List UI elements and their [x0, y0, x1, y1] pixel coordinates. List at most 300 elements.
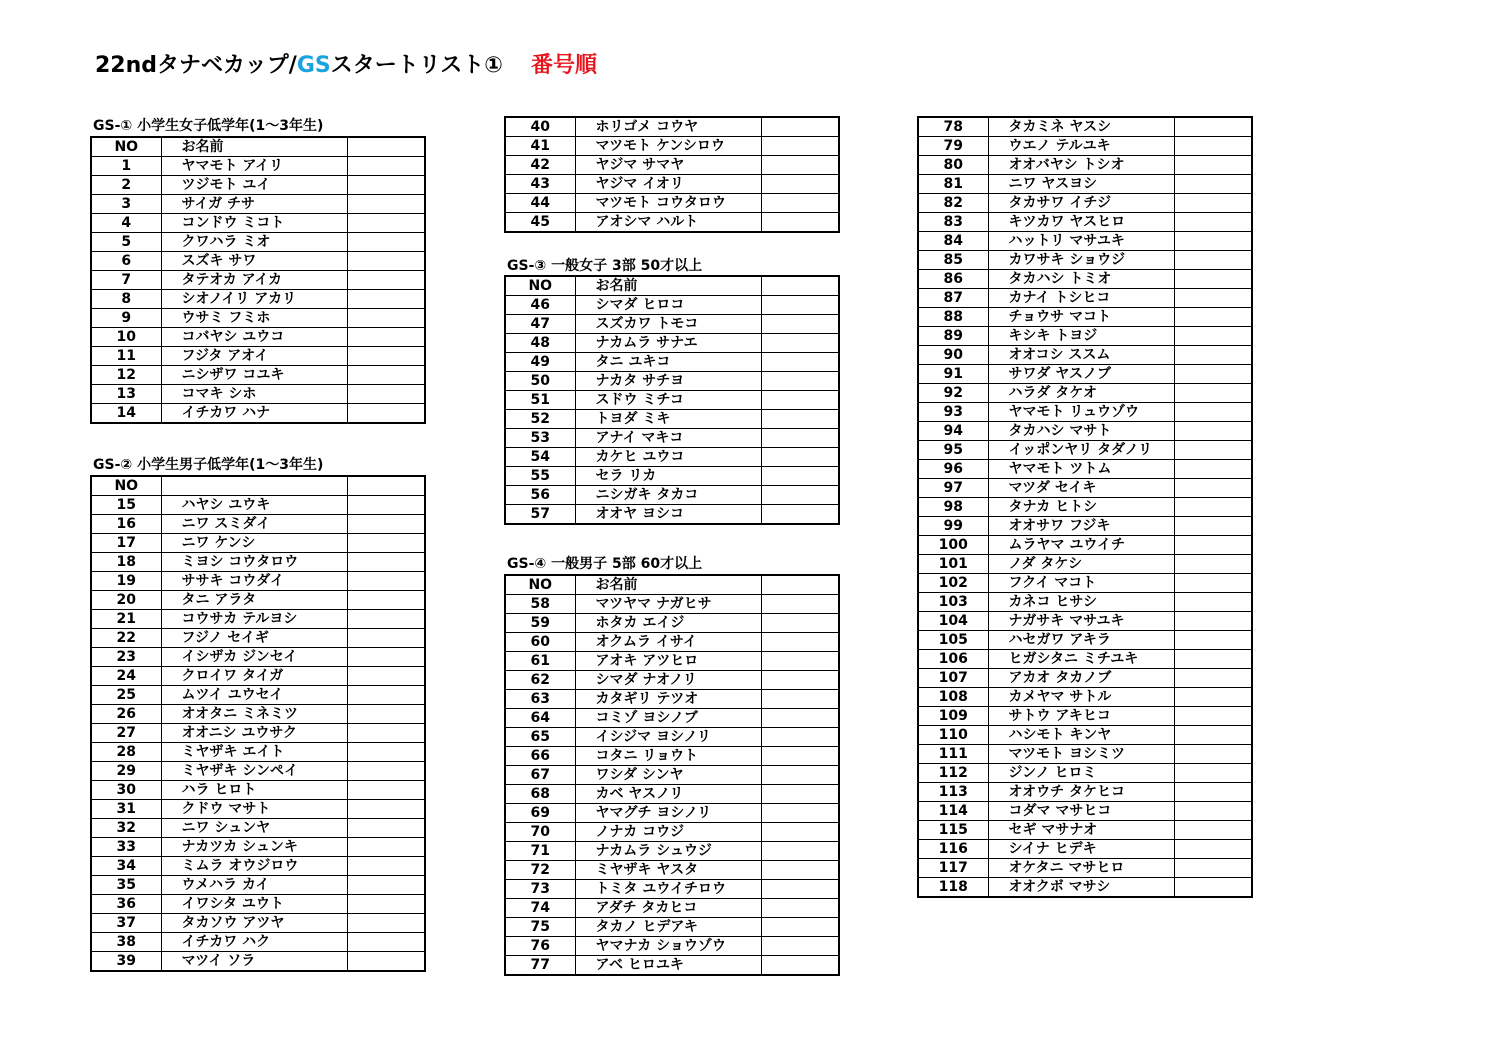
entry-name: オオニシ ユウサク [161, 724, 347, 743]
entry-name: アダチ タカヒコ [575, 899, 761, 918]
entry-name: イチカワ ハナ [161, 404, 347, 424]
title-order: 番号順 [530, 53, 597, 78]
table-row [505, 137, 839, 156]
entry-name: シイナ ヒデキ [988, 840, 1174, 859]
entry-name: オオクボ マサシ [988, 878, 1174, 898]
blank-cell [761, 175, 839, 194]
blank-cell [347, 724, 425, 743]
entry-name: ハシモト キンヤ [988, 726, 1174, 745]
table-header-row [505, 276, 839, 296]
entry-number: 20 [91, 591, 161, 610]
entry-name: イチカワ ハク [161, 933, 347, 952]
blank-cell [761, 937, 839, 956]
title-prefix: 22ndタナベカップ/ [95, 53, 297, 78]
table-row [91, 857, 425, 876]
table-row [91, 328, 425, 347]
section-label-gs2: GS-② 小学生男子低学年(1～3年生) [93, 457, 324, 473]
table-row [918, 365, 1252, 384]
entry-number: 66 [505, 747, 575, 766]
entry-number: 117 [918, 859, 988, 878]
table-row [505, 429, 839, 448]
entry-name: フクイ マコト [988, 574, 1174, 593]
table-row [505, 614, 839, 633]
entry-name: ハセガワ アキラ [988, 631, 1174, 650]
table-row [505, 467, 839, 486]
entry-name: サイガ チサ [161, 195, 347, 214]
header-no: NO [505, 276, 575, 296]
blank-cell [347, 195, 425, 214]
entry-name: コミゾ ヨシノブ [575, 709, 761, 728]
entry-name: セギ マサナオ [988, 821, 1174, 840]
entry-name: ワシダ シンヤ [575, 766, 761, 785]
table-row [91, 233, 425, 252]
entry-number: 78 [918, 117, 988, 137]
header-name [161, 476, 347, 496]
entry-name: ウメハラ カイ [161, 876, 347, 895]
blank-cell [1174, 308, 1252, 327]
table-row [505, 937, 839, 956]
entry-number: 74 [505, 899, 575, 918]
blank-cell [1174, 764, 1252, 783]
entry-name: オオウチ タケヒコ [988, 783, 1174, 802]
table-row [91, 800, 425, 819]
table-row [918, 460, 1252, 479]
entry-number: 2 [91, 176, 161, 195]
table-row [918, 821, 1252, 840]
entry-number: 114 [918, 802, 988, 821]
entry-number: 75 [505, 918, 575, 937]
table-row [91, 252, 425, 271]
entry-table-gs2 [90, 475, 426, 972]
entry-number: 35 [91, 876, 161, 895]
entry-name: マツモト ケンシロウ [575, 137, 761, 156]
entry-name: タカサワ イチジ [988, 194, 1174, 213]
blank-cell [761, 213, 839, 233]
table-row [918, 270, 1252, 289]
table-row [918, 289, 1252, 308]
table-row [91, 347, 425, 366]
entry-number: 63 [505, 690, 575, 709]
blank-cell [347, 762, 425, 781]
table-row [918, 593, 1252, 612]
entry-number: 54 [505, 448, 575, 467]
table-row [918, 403, 1252, 422]
blank-cell [347, 781, 425, 800]
blank-cell [347, 800, 425, 819]
entry-number: 36 [91, 895, 161, 914]
entry-name: イシザカ ジンセイ [161, 648, 347, 667]
entry-name: ナカツカ シュンキ [161, 838, 347, 857]
entry-number: 81 [918, 175, 988, 194]
table-row [91, 724, 425, 743]
entry-name: ミヤザキ ヤスタ [575, 861, 761, 880]
table-row [918, 878, 1252, 898]
table-row [918, 669, 1252, 688]
blank-cell [761, 671, 839, 690]
entry-number: 80 [918, 156, 988, 175]
blank-cell [761, 575, 839, 595]
entry-number: 57 [505, 505, 575, 525]
entry-name: ヤマナカ ショウゾウ [575, 937, 761, 956]
table-row [91, 591, 425, 610]
entry-number: 5 [91, 233, 161, 252]
entry-number: 43 [505, 175, 575, 194]
entry-name: フジタ アオイ [161, 347, 347, 366]
table-row [91, 496, 425, 515]
entry-number: 64 [505, 709, 575, 728]
table-row [505, 410, 839, 429]
entry-name: イシジマ ヨシノリ [575, 728, 761, 747]
entry-number: 104 [918, 612, 988, 631]
blank-cell [1174, 156, 1252, 175]
table-row [91, 743, 425, 762]
blank-cell [761, 899, 839, 918]
blank-cell [347, 176, 425, 195]
table-header-row [91, 137, 425, 157]
table-row [505, 194, 839, 213]
entry-number: 6 [91, 252, 161, 271]
blank-cell [761, 956, 839, 976]
table-header-row [91, 476, 425, 496]
blank-cell [1174, 612, 1252, 631]
table-row [505, 918, 839, 937]
entry-name: ハヤシ ユウキ [161, 496, 347, 515]
entry-name: タテオカ アイカ [161, 271, 347, 290]
table-row [918, 175, 1252, 194]
blank-cell [347, 157, 425, 176]
entry-number: 73 [505, 880, 575, 899]
blank-cell [761, 633, 839, 652]
entry-number: 85 [918, 251, 988, 270]
entry-number: 14 [91, 404, 161, 424]
blank-cell [1174, 498, 1252, 517]
table-row [505, 486, 839, 505]
entry-name: コウサカ テルヨシ [161, 610, 347, 629]
table-row [505, 175, 839, 194]
entry-number: 28 [91, 743, 161, 762]
blank-cell [1174, 251, 1252, 270]
entry-number: 102 [918, 574, 988, 593]
table-row [91, 629, 425, 648]
table-row [918, 194, 1252, 213]
entry-number: 94 [918, 422, 988, 441]
entry-number: 77 [505, 956, 575, 976]
entry-number: 118 [918, 878, 988, 898]
entry-name: タカハシ トミオ [988, 270, 1174, 289]
entry-number: 52 [505, 410, 575, 429]
blank-cell [761, 505, 839, 525]
entry-name: クワハラ ミオ [161, 233, 347, 252]
blank-cell [1174, 441, 1252, 460]
entry-number: 86 [918, 270, 988, 289]
blank-cell [347, 819, 425, 838]
blank-cell [761, 595, 839, 614]
entry-name: ウサミ フミホ [161, 309, 347, 328]
entry-name: コバヤシ ユウコ [161, 328, 347, 347]
entry-name: スズキ サワ [161, 252, 347, 271]
blank-cell [1174, 688, 1252, 707]
entry-number: 18 [91, 553, 161, 572]
entry-name: ナカムラ サナエ [575, 334, 761, 353]
blank-cell [347, 385, 425, 404]
entry-number: 98 [918, 498, 988, 517]
entry-name: コタニ リョウト [575, 747, 761, 766]
entry-number: 46 [505, 296, 575, 315]
entry-name: サトウ アキヒコ [988, 707, 1174, 726]
table-row [918, 384, 1252, 403]
table-row [918, 726, 1252, 745]
entry-number: 1 [91, 157, 161, 176]
blank-cell [347, 857, 425, 876]
entry-number: 21 [91, 610, 161, 629]
entry-number: 90 [918, 346, 988, 365]
entry-number: 31 [91, 800, 161, 819]
entry-number: 47 [505, 315, 575, 334]
entry-name: ニワ スミダイ [161, 515, 347, 534]
table-row [918, 213, 1252, 232]
table-row [91, 895, 425, 914]
entry-name: ニワ シュンヤ [161, 819, 347, 838]
entry-name: オオヤ ヨシコ [575, 505, 761, 525]
blank-cell [347, 233, 425, 252]
table-row [918, 422, 1252, 441]
blank-cell [761, 117, 839, 137]
entry-number: 13 [91, 385, 161, 404]
table-row [91, 819, 425, 838]
blank-cell [347, 952, 425, 972]
table-row [918, 137, 1252, 156]
table-row [505, 595, 839, 614]
table-row [505, 880, 839, 899]
table-row [918, 251, 1252, 270]
blank-cell [1174, 232, 1252, 251]
header-no: NO [91, 137, 161, 157]
blank-cell [347, 515, 425, 534]
table-row [505, 747, 839, 766]
blank-cell [347, 610, 425, 629]
entry-number: 50 [505, 372, 575, 391]
blank-cell [1174, 878, 1252, 898]
entry-name: カナイ トシヒコ [988, 289, 1174, 308]
entry-table-gs4 [504, 574, 840, 976]
table-row [91, 648, 425, 667]
entry-name: ミムラ オウジロウ [161, 857, 347, 876]
entry-name: カメヤマ サトル [988, 688, 1174, 707]
table-row [918, 612, 1252, 631]
table-row [91, 762, 425, 781]
entry-name: ハラ ヒロト [161, 781, 347, 800]
blank-cell [761, 766, 839, 785]
table-row [505, 823, 839, 842]
entry-number: 76 [505, 937, 575, 956]
blank-cell [1174, 460, 1252, 479]
blank-cell [761, 690, 839, 709]
blank-cell [1174, 422, 1252, 441]
entry-name: ムラヤマ ユウイチ [988, 536, 1174, 555]
entry-name: タナカ ヒトシ [988, 498, 1174, 517]
blank-cell [1174, 745, 1252, 764]
entry-name: マツモト コウタロウ [575, 194, 761, 213]
blank-cell [761, 448, 839, 467]
entry-number: 87 [918, 289, 988, 308]
entry-name: マツヤマ ナガヒサ [575, 595, 761, 614]
entry-name: カベ ヤスノリ [575, 785, 761, 804]
entry-number: 67 [505, 766, 575, 785]
table-row [505, 213, 839, 233]
table-row [505, 728, 839, 747]
table-row [918, 574, 1252, 593]
entry-number: 24 [91, 667, 161, 686]
table-row [91, 366, 425, 385]
table-row [505, 766, 839, 785]
table-row [91, 176, 425, 195]
entry-number: 22 [91, 629, 161, 648]
entry-number: 40 [505, 117, 575, 137]
entry-name: アカオ タカノブ [988, 669, 1174, 688]
header-name: お名前 [161, 137, 347, 157]
entry-name: オオタニ ミネミツ [161, 705, 347, 724]
table-row [505, 899, 839, 918]
blank-cell [761, 728, 839, 747]
entry-number: 91 [918, 365, 988, 384]
table-row [91, 610, 425, 629]
blank-cell [1174, 137, 1252, 156]
entry-number: 101 [918, 555, 988, 574]
entry-name: コンドウ ミコト [161, 214, 347, 233]
table-row [505, 334, 839, 353]
entry-name: アオシマ ハルト [575, 213, 761, 233]
section-label-gs4: GS-④ 一般男子 5部 60才以上 [507, 556, 703, 572]
blank-cell [761, 410, 839, 429]
entry-name: ヤマグチ ヨシノリ [575, 804, 761, 823]
entry-number: 32 [91, 819, 161, 838]
blank-cell [1174, 593, 1252, 612]
entry-number: 61 [505, 652, 575, 671]
entry-number: 109 [918, 707, 988, 726]
entry-name: タカハシ マサト [988, 422, 1174, 441]
entry-name: マツモト ヨシミツ [988, 745, 1174, 764]
entry-name: タカソウ アツヤ [161, 914, 347, 933]
entry-number: 7 [91, 271, 161, 290]
blank-cell [347, 705, 425, 724]
blank-cell [1174, 403, 1252, 422]
blank-cell [347, 534, 425, 553]
blank-cell [1174, 289, 1252, 308]
entry-name: アベ ヒロユキ [575, 956, 761, 976]
entry-number: 44 [505, 194, 575, 213]
entry-number: 97 [918, 479, 988, 498]
table-row [505, 652, 839, 671]
entry-table-gs3 [504, 275, 840, 525]
table-row [918, 346, 1252, 365]
blank-cell [761, 353, 839, 372]
blank-cell [761, 918, 839, 937]
entry-number: 41 [505, 137, 575, 156]
blank-cell [347, 667, 425, 686]
blank-cell [761, 372, 839, 391]
entry-name: イワシタ ユウト [161, 895, 347, 914]
table-row [91, 553, 425, 572]
blank-cell [1174, 669, 1252, 688]
entry-name: サワダ ヤスノブ [988, 365, 1174, 384]
entry-number: 99 [918, 517, 988, 536]
table-row [918, 232, 1252, 251]
table-row [918, 117, 1252, 137]
entry-name: ニワ ケンシ [161, 534, 347, 553]
blank-cell [761, 137, 839, 156]
table-row [505, 671, 839, 690]
blank-cell [347, 838, 425, 857]
table-row [91, 667, 425, 686]
entry-number: 16 [91, 515, 161, 534]
entry-name: ホタカ エイジ [575, 614, 761, 633]
table-row [505, 156, 839, 175]
entry-name: コダマ マサヒコ [988, 802, 1174, 821]
entry-name: ニワ ヤスヨシ [988, 175, 1174, 194]
title-gs: GS [296, 53, 331, 78]
entry-name: クドウ マサト [161, 800, 347, 819]
entry-name: ウエノ テルユキ [988, 137, 1174, 156]
blank-cell [1174, 574, 1252, 593]
entry-number: 25 [91, 686, 161, 705]
entry-number: 30 [91, 781, 161, 800]
blank-cell [761, 156, 839, 175]
entry-number: 72 [505, 861, 575, 880]
table-row [505, 785, 839, 804]
blank-cell [347, 914, 425, 933]
entry-number: 17 [91, 534, 161, 553]
entry-number: 70 [505, 823, 575, 842]
blank-cell [347, 476, 425, 496]
entry-number: 95 [918, 441, 988, 460]
header-no: NO [91, 476, 161, 496]
entry-name: シオノイリ アカリ [161, 290, 347, 309]
table-row [91, 214, 425, 233]
entry-name: トミタ ユウイチロウ [575, 880, 761, 899]
entry-number: 106 [918, 650, 988, 669]
entry-name: ハットリ マサユキ [988, 232, 1174, 251]
entry-number: 12 [91, 366, 161, 385]
entry-name: トヨダ ミキ [575, 410, 761, 429]
entry-name: タニ ユキコ [575, 353, 761, 372]
blank-cell [1174, 726, 1252, 745]
table-row [91, 290, 425, 309]
table-row [918, 631, 1252, 650]
entry-number: 82 [918, 194, 988, 213]
table-row [505, 842, 839, 861]
blank-cell [1174, 802, 1252, 821]
entry-number: 11 [91, 347, 161, 366]
entry-name: マツダ セイキ [988, 479, 1174, 498]
entry-name: ミヨシ コウタロウ [161, 553, 347, 572]
section-label-gs3: GS-③ 一般女子 3部 50才以上 [507, 258, 703, 274]
entry-number: 29 [91, 762, 161, 781]
table-row [505, 861, 839, 880]
blank-cell [761, 823, 839, 842]
blank-cell [761, 334, 839, 353]
table-row [505, 633, 839, 652]
table-row [91, 404, 425, 424]
blank-cell [1174, 555, 1252, 574]
entry-number: 23 [91, 648, 161, 667]
blank-cell [347, 591, 425, 610]
blank-cell [347, 648, 425, 667]
entry-number: 100 [918, 536, 988, 555]
table-row [91, 157, 425, 176]
entry-number: 93 [918, 403, 988, 422]
blank-cell [347, 686, 425, 705]
entry-number: 33 [91, 838, 161, 857]
